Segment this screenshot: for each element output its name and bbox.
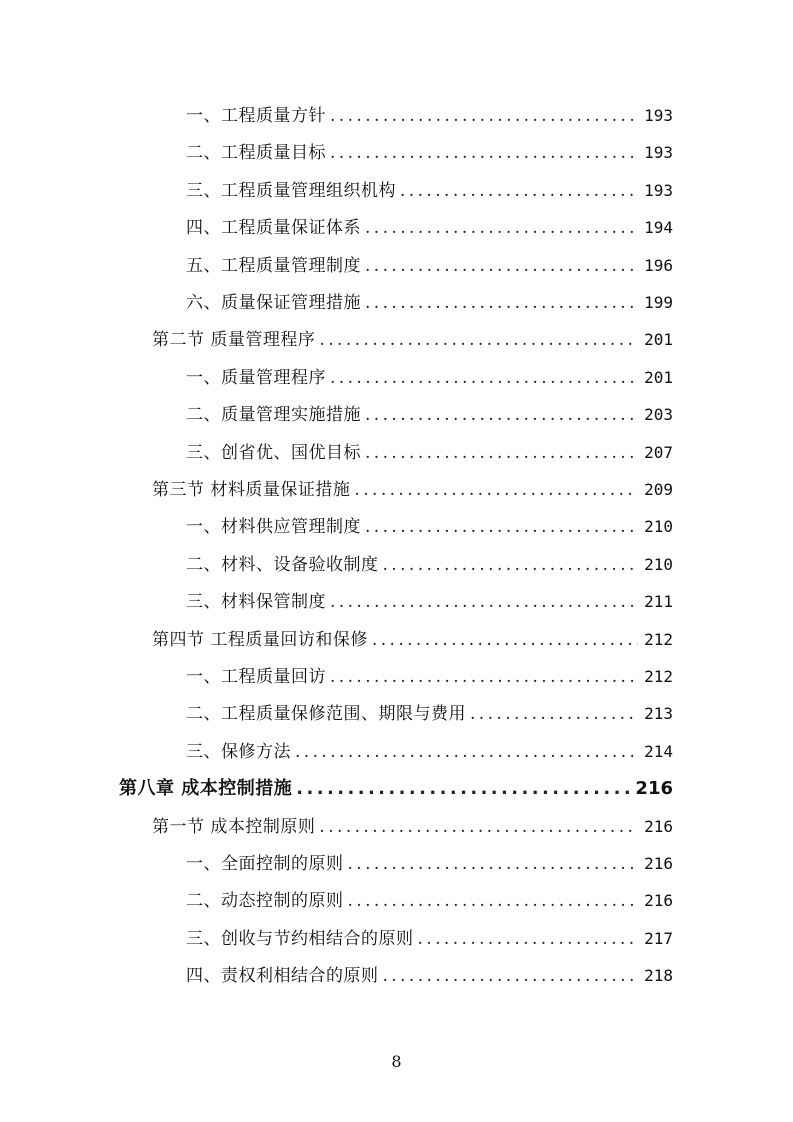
toc-entry-title: 二、质量管理实施措施 bbox=[186, 405, 361, 426]
toc-leader-dots bbox=[315, 811, 638, 843]
toc-entry-item bbox=[186, 586, 673, 618]
toc-leader-dots bbox=[326, 362, 638, 394]
toc-entry-item bbox=[186, 661, 673, 693]
toc-entry-item bbox=[186, 362, 673, 394]
toc-entry-page: 207 bbox=[644, 442, 673, 462]
toc-entry-page: 216 bbox=[644, 891, 673, 911]
toc-entry-item bbox=[186, 100, 673, 132]
toc-entry-page: 211 bbox=[644, 592, 673, 612]
toc-entry-item bbox=[186, 437, 673, 469]
toc-entry-title: 六、质量保证管理措施 bbox=[186, 293, 361, 313]
toc-entry-title: 三、工程质量管理组织机构 bbox=[186, 180, 396, 201]
toc-entry-title: 四、责权利相结合的原则 bbox=[186, 966, 379, 987]
toc-leader-dots bbox=[361, 212, 638, 244]
toc-leader-dots bbox=[326, 137, 638, 169]
toc-entry-item bbox=[186, 923, 673, 955]
toc-entry-title: 一、材料供应管理制度 bbox=[186, 517, 361, 538]
toc-entry-item bbox=[186, 698, 673, 730]
toc-entry-page: 199 bbox=[644, 293, 673, 312]
toc-entry-item bbox=[186, 848, 673, 880]
toc-entry-page: 193 bbox=[644, 180, 673, 200]
toc-entry-title: 五、工程质量管理制度 bbox=[186, 255, 361, 276]
toc-leader-dots bbox=[379, 960, 639, 992]
toc-entry-item bbox=[186, 399, 673, 431]
toc-leader-dots bbox=[315, 324, 638, 356]
toc-entry-page: 203 bbox=[644, 405, 673, 425]
toc-entry-title: 二、工程质量保修范围、期限与费用 bbox=[186, 704, 466, 725]
toc-leader-dots bbox=[326, 100, 638, 132]
toc-leader-dots bbox=[466, 698, 638, 730]
toc-entry-page: 210 bbox=[644, 554, 673, 574]
toc-leader-dots bbox=[292, 773, 629, 805]
toc-entry-item bbox=[186, 960, 673, 992]
toc-entry-item bbox=[186, 137, 673, 169]
toc-entry-title: 第三节 材料质量保证措施 bbox=[152, 480, 351, 500]
toc-entry-title: 第八章 成本控制措施 bbox=[119, 778, 293, 800]
toc-entry-page: 217 bbox=[644, 928, 673, 948]
toc-leader-dots bbox=[361, 399, 638, 431]
toc-leader-dots bbox=[361, 437, 638, 469]
toc-entry-page: 212 bbox=[644, 667, 673, 686]
toc-leader-dots bbox=[368, 624, 638, 656]
toc-entry-page: 193 bbox=[644, 106, 673, 125]
toc-leader-dots bbox=[396, 175, 638, 207]
toc-entry-section bbox=[152, 474, 673, 506]
toc-leader-dots bbox=[361, 250, 638, 282]
toc-entry-page: 194 bbox=[644, 218, 673, 238]
toc-entry-title: 三、创收与节约相结合的原则 bbox=[186, 928, 414, 949]
toc-entry-page: 209 bbox=[644, 480, 673, 499]
toc-entry-title: 一、工程质量回访 bbox=[186, 667, 326, 687]
toc-entry-page: 212 bbox=[644, 629, 673, 649]
toc-entry-page: 196 bbox=[644, 255, 673, 275]
toc-entry-chapter bbox=[119, 773, 673, 805]
toc-entry-title: 第二节 质量管理程序 bbox=[152, 330, 316, 351]
toc-entry-item bbox=[186, 736, 673, 768]
toc-leader-dots bbox=[361, 511, 638, 543]
toc-entry-title: 第四节 工程质量回访和保修 bbox=[152, 629, 368, 650]
toc-entry-item bbox=[186, 287, 673, 319]
toc-entry-title: 三、创省优、国优目标 bbox=[186, 442, 361, 463]
toc-leader-dots bbox=[344, 848, 639, 880]
toc-entry-page: 218 bbox=[644, 966, 673, 986]
toc-entry-title: 三、保修方法 bbox=[186, 741, 291, 762]
page-number: 8 bbox=[391, 1052, 402, 1071]
toc-entry-title: 一、质量管理程序 bbox=[186, 367, 326, 388]
toc-leader-dots bbox=[379, 549, 639, 581]
toc-leader-dots bbox=[361, 287, 638, 319]
toc-leader-dots bbox=[344, 885, 639, 917]
toc-entry-title: 二、工程质量目标 bbox=[186, 143, 326, 164]
toc-entry-page: 216 bbox=[644, 854, 673, 873]
toc-entry-title: 二、材料、设备验收制度 bbox=[186, 554, 379, 575]
toc-entry-section bbox=[152, 324, 673, 356]
toc-entry-item bbox=[186, 212, 673, 244]
toc-entry-page: 216 bbox=[644, 816, 673, 836]
toc-entry-section bbox=[152, 624, 673, 656]
toc-entry-page: 201 bbox=[644, 330, 673, 350]
toc-entry-title: 一、全面控制的原则 bbox=[186, 854, 344, 874]
toc-entry-section bbox=[152, 811, 673, 843]
toc-entry-item bbox=[186, 511, 673, 543]
toc-entry-page: 201 bbox=[644, 367, 673, 387]
toc-leader-dots bbox=[350, 474, 638, 506]
toc-entry-page: 210 bbox=[644, 517, 673, 537]
toc-leader-dots bbox=[291, 736, 638, 768]
toc-entry-item bbox=[186, 175, 673, 207]
toc-leader-dots bbox=[326, 661, 638, 693]
toc-entry-title: 第一节 成本控制原则 bbox=[152, 816, 316, 837]
toc-entry-item bbox=[186, 250, 673, 282]
toc-entry-title: 四、工程质量保证体系 bbox=[186, 218, 361, 239]
toc-leader-dots bbox=[326, 586, 638, 618]
toc-entry-title: 一、工程质量方针 bbox=[186, 106, 326, 126]
toc-entry-title: 二、动态控制的原则 bbox=[186, 891, 344, 912]
toc-entry-item bbox=[186, 549, 673, 581]
toc-entry-page: 216 bbox=[635, 778, 673, 800]
toc-entry-title: 三、材料保管制度 bbox=[186, 592, 326, 613]
toc-entry-page: 214 bbox=[644, 741, 673, 761]
toc-entry-page: 193 bbox=[644, 143, 673, 163]
toc-leader-dots bbox=[414, 923, 639, 955]
toc-entry-item bbox=[186, 885, 673, 917]
toc-entry-page: 213 bbox=[644, 704, 673, 724]
